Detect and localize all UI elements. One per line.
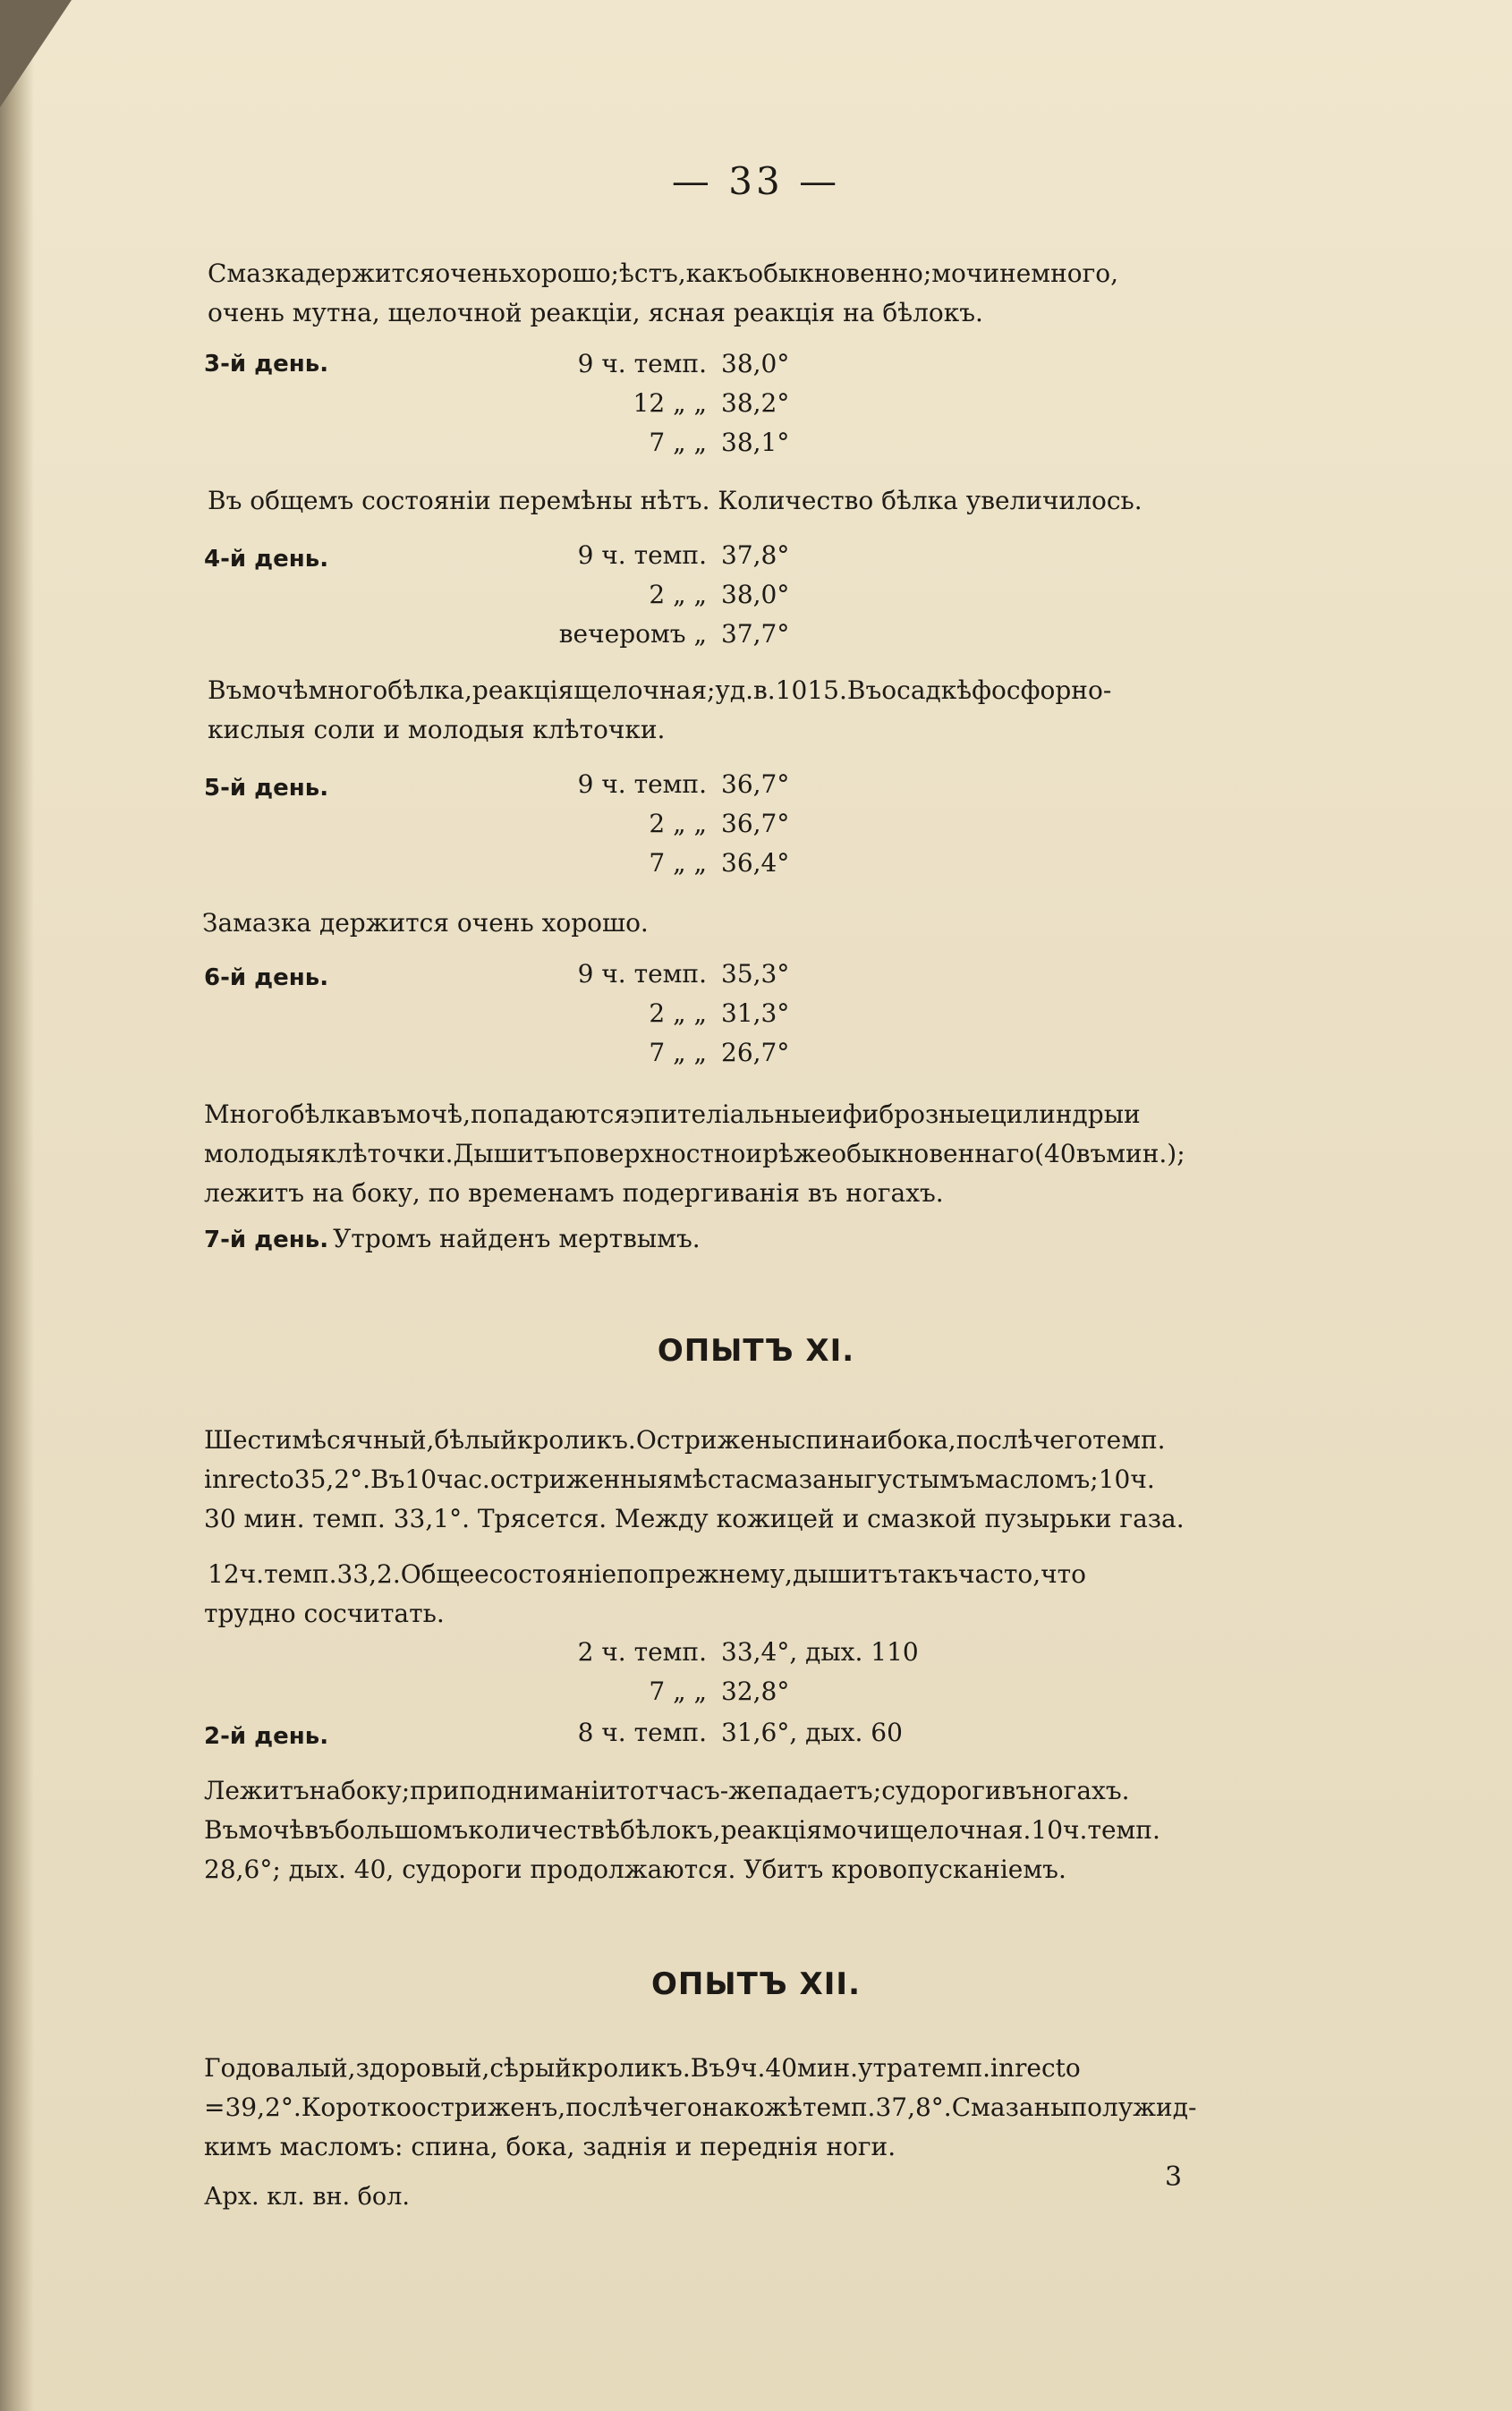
- word: ч.: [740, 2053, 766, 2083]
- word: темп.: [1087, 1815, 1160, 1845]
- word: хорошо;: [512, 259, 619, 288]
- paragraph-2: Въ общемъ состояніи перемѣны нѣтъ. Количество бѣлка увеличилось.: [208, 486, 1142, 515]
- temp-time: 9 ч. темп.: [577, 769, 707, 799]
- word: Дышитъ: [453, 1139, 564, 1168]
- word: на: [309, 1776, 342, 1805]
- word: густымъ: [863, 1464, 975, 1494]
- word: дышитъ: [792, 1559, 898, 1589]
- word: тотчасъ-же: [616, 1776, 767, 1805]
- text-line: 30 мин. темп. 33,1°. Трясется. Между кожицей и смазкой пузырьки газа.: [204, 1504, 1185, 1533]
- page-edge-shadow: [0, 0, 34, 2411]
- word: ѣстъ,: [619, 259, 686, 288]
- word: при: [410, 1776, 460, 1805]
- temp-value: 38,1°: [721, 428, 790, 457]
- word: падаетъ;: [766, 1776, 882, 1805]
- paragraph-8: [204, 1771, 1285, 1889]
- temp-time: 2 „ „: [649, 580, 707, 609]
- word: щелочная.: [889, 1815, 1032, 1845]
- word: утра: [858, 2053, 918, 2083]
- word: много: [308, 675, 388, 705]
- temp-time: 7 „ „: [649, 1677, 707, 1706]
- temp-value: 36,4°: [721, 848, 790, 878]
- word: реакція: [720, 1815, 822, 1845]
- paragraph-9: [204, 2049, 1285, 2167]
- text-line: [204, 1460, 1285, 1499]
- footer-journal-title: Арх. кл. вн. бол.: [204, 2183, 410, 2211]
- day-3-label: 3-й день.: [204, 351, 329, 378]
- word: мочи: [931, 259, 1000, 288]
- temp-value: 36,7°: [721, 769, 790, 799]
- temp-time: 8 ч. темп.: [577, 1718, 707, 1747]
- word: фиброзные: [842, 1099, 990, 1129]
- word: здоровый,: [355, 2053, 490, 2083]
- signature-mark: 3: [1165, 2161, 1183, 2193]
- word: Много: [204, 1099, 290, 1129]
- word: Смазаны: [951, 2093, 1071, 2122]
- text-line: трудно сосчитать.: [204, 1599, 445, 1628]
- text-line: [204, 2088, 1285, 2127]
- word: судороги: [881, 1776, 1002, 1805]
- word: молодыя: [204, 1139, 321, 1168]
- temp-time: 2 „ „: [649, 998, 707, 1028]
- temp-value: 33,4°, дых. 110: [721, 1637, 919, 1667]
- text-line: лежитъ на боку, по временамъ подергиванія въ ногахъ.: [204, 1178, 944, 1208]
- temp-value: 36,7°: [721, 809, 790, 838]
- text-line: [208, 671, 1285, 710]
- word: 10: [1098, 1464, 1131, 1494]
- word: 10: [404, 1464, 437, 1494]
- torn-corner: [0, 0, 72, 107]
- temp-time: 12 „ „: [633, 388, 707, 418]
- word: Шестимѣсячный,: [204, 1425, 435, 1455]
- word: масломъ;: [974, 1464, 1099, 1494]
- word: 37,8°.: [875, 2093, 952, 2122]
- word: и: [1123, 1099, 1141, 1129]
- word: обыкновенно;: [748, 259, 932, 288]
- section-heading-experiment-11: ОПЫТЪ XI.: [657, 1333, 855, 1369]
- word: послѣ: [565, 2093, 643, 2122]
- temp-value: 31,3°: [721, 998, 790, 1028]
- word: бока,: [887, 1425, 956, 1455]
- word: щелочная;: [573, 675, 716, 705]
- word: бѣлый: [434, 1425, 517, 1455]
- text-line: 28,6°; дых. 40, судороги продолжаются. Убитъ кровопусканіемъ.: [204, 1855, 1066, 1884]
- temp-time: 9 ч. темп.: [577, 540, 707, 570]
- word: Годовалый,: [204, 2053, 356, 2083]
- word: кроликъ.: [516, 1425, 636, 1455]
- word: спина: [791, 1425, 871, 1455]
- temp-time: 7 „ „: [649, 428, 707, 457]
- word: мочи: [821, 1815, 890, 1845]
- word: попрежнему,: [616, 1559, 793, 1589]
- word: въ: [366, 1099, 397, 1129]
- paragraph-4: Замазка держится очень хорошо.: [202, 908, 649, 938]
- temp-value: 38,0°: [721, 580, 790, 609]
- word: и: [745, 1139, 763, 1168]
- temp-time: 9 ч. темп.: [577, 959, 707, 989]
- text-line: [204, 1771, 1285, 1811]
- word: цилиндры: [990, 1099, 1124, 1129]
- paragraph-3: [208, 671, 1285, 750]
- word: немного,: [999, 259, 1119, 288]
- word: мин.);: [1106, 1139, 1185, 1168]
- text-line: [208, 254, 1285, 293]
- temp-time: 7 „ „: [649, 848, 707, 878]
- text-line: [204, 2049, 1285, 2088]
- word: 9: [725, 2053, 741, 2083]
- word: 1015.: [775, 675, 847, 705]
- word: в.: [753, 675, 776, 705]
- word: Въ: [208, 675, 242, 705]
- temp-value: 26,7°: [721, 1038, 790, 1067]
- word: и: [871, 1425, 888, 1455]
- temp-time: 9 ч. темп.: [577, 349, 707, 378]
- word: держится: [305, 259, 436, 288]
- word: количествѣ: [468, 1815, 620, 1845]
- word: Коротко: [301, 2093, 412, 2122]
- paragraph-6: [204, 1421, 1285, 1539]
- word: час.: [437, 1464, 490, 1494]
- word: темп.: [917, 2053, 991, 2083]
- day-7-text: Утромъ найденъ мертвымъ.: [333, 1224, 701, 1253]
- word: фосфорно-: [972, 675, 1112, 705]
- word: 10: [1031, 1815, 1064, 1845]
- day-5-label: 5-й день.: [204, 775, 329, 802]
- word: поверхностно: [563, 1139, 746, 1168]
- word: рѣже: [762, 1139, 832, 1168]
- word: 35,2°.: [293, 1464, 370, 1494]
- word: большомъ: [335, 1815, 469, 1845]
- word: чего: [642, 2093, 702, 2122]
- temp-time: 2 „ „: [649, 809, 707, 838]
- word: in: [204, 1464, 228, 1494]
- word: бѣлка,: [387, 675, 472, 705]
- word: (40: [1034, 1139, 1076, 1168]
- word: ч.: [1130, 1464, 1155, 1494]
- word: мочѣ: [242, 675, 309, 705]
- word: такъ: [897, 1559, 958, 1589]
- word: остриженъ,: [411, 2093, 566, 2122]
- word: мочѣ: [238, 1815, 305, 1845]
- word: Въ: [690, 2053, 726, 2083]
- word: in: [990, 2053, 1015, 2083]
- day-7-entry: [204, 1224, 701, 1253]
- word: очень: [435, 259, 513, 288]
- word: послѣ: [956, 1425, 1033, 1455]
- word: 12: [208, 1559, 240, 1589]
- word: клѣточки.: [320, 1139, 454, 1168]
- text-line: кимъ масломъ: спина, бока, заднія и переднія ноги.: [204, 2132, 896, 2161]
- text-line: кислыя соли и молодыя клѣточки.: [208, 715, 666, 744]
- word: =: [204, 2093, 225, 2122]
- word: реакція: [471, 675, 574, 705]
- text-line: [204, 1134, 1285, 1174]
- word: темп.: [1092, 1425, 1166, 1455]
- word: recto: [228, 1464, 294, 1494]
- word: бѣлка: [289, 1099, 367, 1129]
- temp-value: 38,2°: [721, 388, 790, 418]
- word: часто,: [957, 1559, 1041, 1589]
- word: ногахъ.: [1032, 1776, 1130, 1805]
- temp-time: 2 ч. темп.: [577, 1637, 707, 1667]
- word: Смазка: [208, 259, 306, 288]
- text-line: [204, 1555, 1285, 1594]
- day-2-label: 2-й день.: [204, 1723, 329, 1750]
- word: Острижены: [635, 1425, 792, 1455]
- word: 33,2.: [336, 1559, 401, 1589]
- temp-value: 31,6°, дых. 60: [721, 1718, 903, 1747]
- word: эпителіальные: [630, 1099, 827, 1129]
- temp-time: 7 „ „: [649, 1038, 707, 1067]
- word: Въ: [370, 1464, 405, 1494]
- word: кроликъ.: [571, 2053, 691, 2083]
- word: попадаются: [470, 1099, 630, 1129]
- temp-value: 35,3°: [721, 959, 790, 989]
- word: мочѣ,: [396, 1099, 471, 1129]
- word: Въ: [846, 675, 882, 705]
- text-line: [204, 1095, 1285, 1134]
- temp-value: 32,8°: [721, 1677, 790, 1706]
- paragraph-7: [204, 1555, 1285, 1634]
- word: кожѣ: [734, 2093, 803, 2122]
- day-7-label: 7-й день.: [204, 1227, 329, 1253]
- word: уд.: [715, 675, 754, 705]
- word: и: [826, 1099, 843, 1129]
- word: мѣста: [673, 1464, 751, 1494]
- day-6-label: 6-й день.: [204, 964, 329, 991]
- word: recto: [1015, 2053, 1081, 2083]
- word: мин.: [797, 2053, 859, 2083]
- text-line: [204, 1811, 1285, 1850]
- word: въ: [304, 1815, 336, 1845]
- paragraph-5: [204, 1095, 1285, 1213]
- word: обыкновеннаго: [831, 1139, 1035, 1168]
- paragraph-1: [208, 254, 1285, 333]
- temp-value: 37,7°: [721, 619, 790, 649]
- temp-time: вечеромъ „: [558, 619, 707, 649]
- text-line: [204, 1421, 1285, 1460]
- word: въ: [1075, 1139, 1107, 1168]
- word: 39,2°.: [225, 2093, 302, 2122]
- word: остриженныя: [489, 1464, 674, 1494]
- word: Общее: [400, 1559, 489, 1589]
- word: сѣрый: [489, 2053, 572, 2083]
- word: смазаны: [750, 1464, 864, 1494]
- temp-value: 37,8°: [721, 540, 790, 570]
- word: осадкѣ: [881, 675, 973, 705]
- word: бѣлокъ,: [619, 1815, 721, 1845]
- word: Лежитъ: [204, 1776, 310, 1805]
- word: боку;: [341, 1776, 411, 1805]
- word: темп.: [264, 1559, 337, 1589]
- word: темп.: [803, 2093, 876, 2122]
- word: подниманіи: [459, 1776, 616, 1805]
- temp-value: 38,0°: [721, 349, 790, 378]
- day-4-label: 4-й день.: [204, 546, 329, 573]
- page-number: — 33 —: [671, 159, 841, 203]
- word: какъ: [685, 259, 749, 288]
- section-heading-experiment-12: ОПЫТЪ XII.: [651, 1966, 861, 2002]
- word: полужид-: [1070, 2093, 1197, 2122]
- word: ч.: [1063, 1815, 1088, 1845]
- word: Въ: [204, 1815, 239, 1845]
- word: чего: [1032, 1425, 1093, 1455]
- word: въ: [1001, 1776, 1032, 1805]
- word: на: [701, 2093, 735, 2122]
- text-line: очень мутна, щелочной реакціи, ясная реакція на бѣлокъ.: [208, 298, 983, 327]
- word: состояніе: [488, 1559, 617, 1589]
- word: ч.: [239, 1559, 265, 1589]
- word: что: [1041, 1559, 1086, 1589]
- word: 40: [765, 2053, 798, 2083]
